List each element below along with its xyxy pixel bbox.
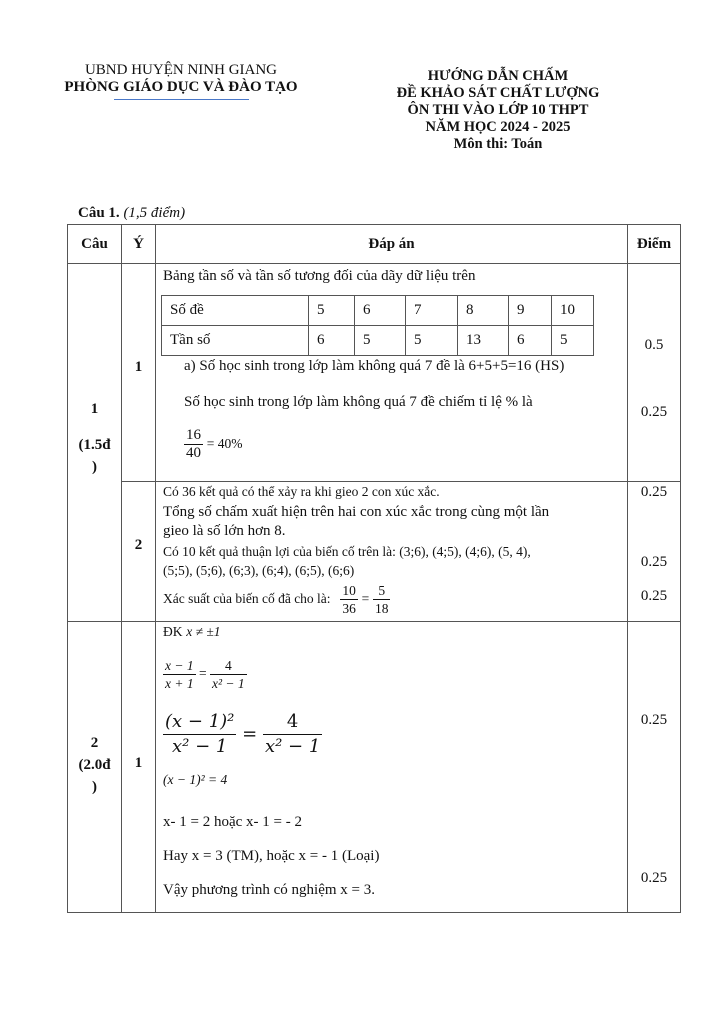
fraction-numerator: 4: [210, 657, 247, 675]
equals-sign: =: [242, 723, 258, 745]
header-y: Ý: [122, 225, 156, 264]
question-points-close: ): [92, 779, 97, 795]
score-value: 0.25: [640, 404, 668, 420]
fraction-denominator: 18: [374, 601, 389, 616]
exam-subtitle: ÔN THI VÀO LỚP 10 THPT: [407, 102, 589, 118]
condition-label: ĐK: [163, 624, 183, 639]
freq-cell: 7: [406, 296, 458, 326]
fraction-numerator: 4: [263, 710, 322, 735]
fraction-denominator: 40: [186, 445, 201, 461]
question-number: 1: [90, 401, 99, 417]
freq-cell: 13: [458, 326, 509, 356]
question-2-cell: [68, 622, 122, 913]
answer-cell: [156, 264, 628, 482]
freq-cell: 5: [309, 296, 355, 326]
header-underline: [114, 99, 249, 100]
section-points: (1,5 điểm): [123, 205, 186, 221]
probability-label: Xác suất của biến cố đã cho là:: [163, 590, 331, 606]
header-cau: Câu: [68, 225, 122, 264]
equation-fraction: [210, 657, 247, 692]
percent-fraction: [184, 427, 203, 462]
freq-cell: 9: [509, 296, 552, 326]
answer-line: Tổng số chấm xuất hiện trên hai con xúc xắc trong cùng một lần: [163, 504, 550, 520]
freq-header-tan-so: Tần số: [162, 326, 309, 356]
freq-cell: 10: [552, 296, 594, 326]
equals-sign: =: [361, 590, 370, 606]
condition-line: [163, 624, 221, 641]
fraction-denominator: x² − 1: [211, 676, 245, 691]
percent-formula: [184, 427, 242, 462]
part-cell: [122, 264, 156, 482]
freq-row-counts: [162, 326, 594, 356]
equation-fraction: [163, 710, 236, 759]
score-cell: [628, 482, 681, 622]
part-cell: [122, 482, 156, 622]
freq-cell: 6: [509, 326, 552, 356]
question-points: (2.0đ: [78, 757, 111, 773]
exam-title: ĐỀ KHẢO SÁT CHẤT LƯỢNG: [396, 85, 600, 101]
answer-line: x- 1 = 2 hoặc x- 1 = - 2: [163, 814, 302, 830]
answer-line: Có 10 kết quả thuận lợi của biến cố trên là: (3;6), (4;5), (4;6), (5, 4),: [163, 544, 531, 559]
subject: Môn thi: Toán: [453, 136, 543, 152]
equation-fraction: [263, 710, 322, 759]
fraction-numerator: x − 1: [165, 658, 194, 673]
fraction-numerator: (x − 1)²: [163, 710, 236, 735]
district-name: UBND HUYỆN NINH GIANG: [84, 62, 278, 78]
percent-result: = 40%: [206, 435, 243, 451]
score-value: 0.25: [640, 712, 668, 728]
score-value: 0.25: [640, 588, 668, 604]
answer-cell: [156, 482, 628, 622]
fraction-denominator: 36: [342, 601, 356, 616]
part-label: 2: [134, 537, 143, 553]
header-right: [368, 68, 628, 153]
equation-3: (x − 1)² = 4: [163, 772, 228, 787]
freq-cell: 5: [406, 326, 458, 356]
fraction-denominator: x + 1: [165, 676, 194, 691]
fraction-numerator: 10: [342, 583, 356, 598]
equation-1: [163, 657, 247, 692]
freq-header-so-de: Số đề: [162, 296, 309, 326]
freq-cell: 6: [309, 326, 355, 356]
header-dap-an: Đáp án: [156, 225, 628, 264]
score-value: 0.25: [640, 870, 668, 886]
answer-line: gieo là số lớn hơn 8.: [163, 523, 286, 539]
probability-fraction: [340, 582, 358, 617]
freq-row-values: [162, 296, 594, 326]
score-cell: [628, 264, 681, 482]
answer-line: Vậy phương trình có nghiệm x = 3.: [163, 882, 375, 898]
table-header-row: [68, 225, 681, 264]
answer-line-a: a) Số học sinh trong lớp làm không quá 7 đề là 6+5+5=16 (HS): [184, 358, 565, 374]
fraction-numerator: 5: [373, 582, 391, 600]
answer-cell: [156, 622, 628, 913]
equals-sign: =: [198, 665, 207, 681]
freq-cell: 5: [355, 326, 406, 356]
freq-cell: 8: [458, 296, 509, 326]
score-value: 0.5: [644, 337, 664, 353]
frequency-table: [161, 295, 594, 356]
probability-fraction-simplified: [373, 582, 391, 617]
part-cell: [122, 622, 156, 913]
question-points-close: ): [92, 459, 97, 475]
question-number: 2: [90, 735, 99, 751]
fraction-denominator: x² − 1: [264, 736, 321, 757]
question-1-cell: [68, 264, 122, 622]
score-cell: [628, 622, 681, 913]
answer-intro: Bảng tần số và tần số tương đối của dãy dữ liệu trên: [163, 268, 476, 284]
score-value: 0.25: [640, 484, 668, 500]
doc-title: HƯỚNG DẪN CHẤM: [427, 68, 569, 84]
fraction-numerator: 16: [186, 427, 201, 443]
part-label: 1: [134, 359, 143, 375]
table-row: [68, 264, 681, 482]
score-value: 0.25: [640, 554, 668, 570]
fraction-denominator: x² − 1: [172, 736, 228, 757]
answer-line-b: Số học sinh trong lớp làm không quá 7 đề chiếm tỉ lệ % là: [184, 394, 533, 410]
section-title: [78, 205, 185, 222]
school-year: NĂM HỌC 2024 - 2025: [425, 119, 571, 135]
table-row: [68, 622, 681, 913]
part-label: 1: [134, 755, 143, 771]
answer-line: (5;5), (5;6), (6;3), (6;4), (6;5), (6;6): [163, 563, 355, 578]
freq-cell: 5: [552, 326, 594, 356]
probability-line: [163, 582, 390, 617]
answer-line: Hay x = 3 (TM), hoặc x = - 1 (Loại): [163, 848, 380, 864]
equation-2: [163, 710, 322, 759]
table-row: [68, 482, 681, 622]
header-left: [50, 62, 312, 100]
department-name: PHÒNG GIÁO DỤC VÀ ĐÀO TẠO: [64, 79, 298, 95]
header-diem: Điểm: [628, 225, 681, 264]
grading-table: [67, 224, 681, 913]
section-label: Câu 1.: [78, 205, 120, 221]
condition-expr: x ≠ ±1: [186, 624, 221, 639]
freq-cell: 6: [355, 296, 406, 326]
answer-line: Có 36 kết quả có thể xảy ra khi gieo 2 con xúc xắc.: [163, 484, 440, 499]
question-points: (1.5đ: [78, 437, 111, 453]
equation-fraction: [163, 657, 196, 692]
